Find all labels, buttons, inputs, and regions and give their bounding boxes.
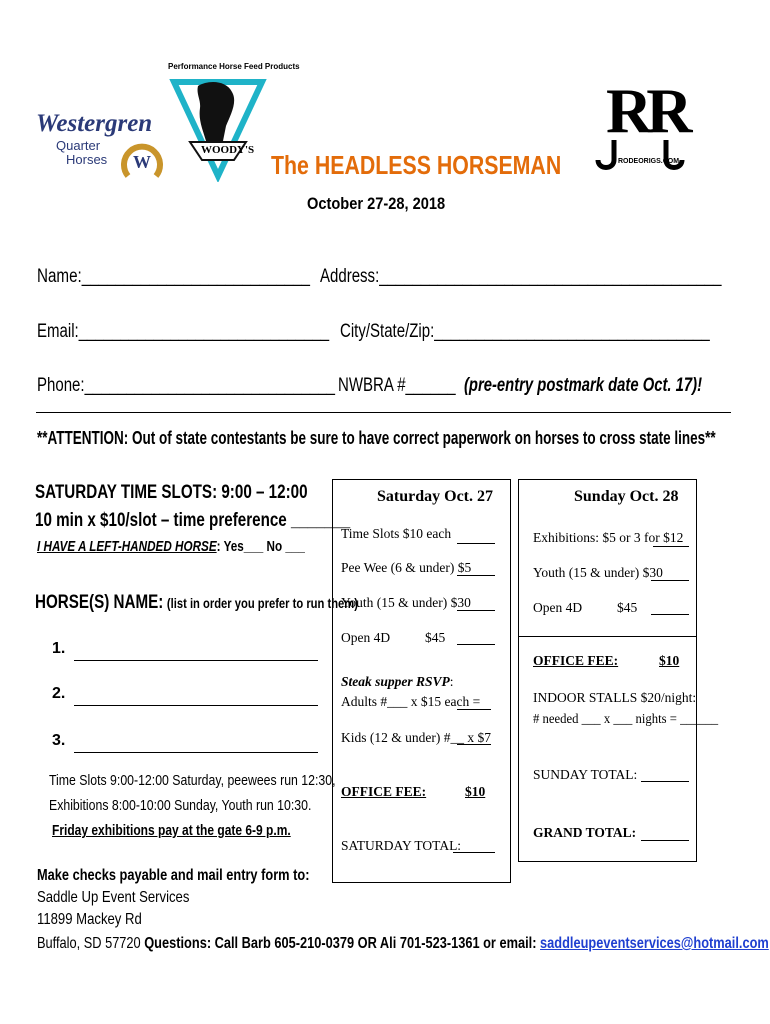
address-field[interactable]: Address:_________________________________________ (320, 266, 722, 287)
name-field[interactable]: Name:___________________________ (37, 266, 311, 287)
westergren-logo-quarter: Quarter (56, 138, 101, 153)
sponsor-tagline: Performance Horse Feed Products (168, 62, 300, 71)
saturday-office-fee-amount: $10 (465, 784, 486, 799)
peewee-blank[interactable] (457, 575, 495, 576)
saturday-open4d-blank[interactable] (457, 644, 495, 645)
svg-text:W: W (133, 152, 151, 172)
postmark-note: (pre-entry postmark date Oct. 17)! (464, 375, 703, 396)
sunday-total: SUNDAY TOTAL: (533, 767, 638, 782)
westergren-logo-horses: Horses (66, 152, 108, 167)
steak-supper-rsvp (341, 674, 454, 690)
woodys-logo-text: WOODY'S (201, 144, 255, 156)
sunday-office-fee-amount: $10 (659, 653, 680, 668)
horse-entry-number: 3. (52, 732, 66, 749)
sunday-open4d-blank[interactable] (651, 614, 689, 615)
time-slots-fee: Time Slots $10 each (341, 526, 452, 541)
sunday-office-fee: OFFICE FEE: (533, 653, 619, 668)
horse-entry-line (74, 752, 318, 753)
horse-names-label: HORSE(S) NAME: (35, 592, 164, 613)
sunday-open4d-fee: Open 4D (533, 600, 583, 615)
horse-names-heading (35, 592, 358, 614)
rodeorigs-logo (592, 75, 688, 178)
saturday-youth-fee: Youth (15 & under) $30 (341, 595, 471, 610)
left-handed-label: I HAVE A LEFT-HANDED HORSE (37, 538, 217, 555)
sunday-section-divider (519, 636, 696, 637)
sunday-open4d-price: $45 (617, 600, 638, 615)
mail-line-2: 11899 Mackey Rd (37, 911, 142, 928)
horse-entry-line (74, 660, 318, 661)
adults-supper: Adults #___ x $15 each = (341, 694, 481, 709)
time-preference-field[interactable]: 10 min x $10/slot – time preference _______ (35, 510, 351, 531)
horse-entry[interactable] (52, 732, 322, 756)
horse-entry-line (74, 705, 318, 706)
friday-exhibitions-note: Friday exhibitions pay at the gate 6-9 p.m. (52, 822, 291, 839)
section-divider (36, 412, 731, 413)
saturday-slots-heading: SATURDAY TIME SLOTS: 9:00 – 12:00 (35, 482, 308, 503)
steak-supper-colon: : (449, 674, 454, 689)
horse-head-triangle-icon (168, 72, 268, 182)
steak-supper-label: Steak supper RSVP (341, 674, 450, 689)
saturday-box-heading: Saturday Oct. 27 (377, 488, 493, 505)
page-title: The HEADLESS HORSEMAN (271, 150, 562, 180)
kids-supper: Kids (12 & under) #__ x $7 (341, 730, 491, 745)
indoor-stalls-fee: INDOOR STALLS $20/night: (533, 690, 697, 705)
kids-supper-blank[interactable] (457, 744, 491, 745)
mail-line-1: Saddle Up Event Services (37, 889, 190, 906)
saturday-total: SATURDAY TOTAL: (341, 838, 462, 853)
horse-entry[interactable] (52, 640, 322, 664)
indoor-stalls-count[interactable]: # needed ___ x ___ nights = ______ (533, 711, 719, 726)
left-handed-yes-no: : Yes___ No ___ (216, 538, 305, 555)
horse-entry-number: 1. (52, 640, 66, 657)
mail-city: Buffalo, SD 57720 (37, 935, 141, 952)
horse-names-note: (list in order you prefer to run them) (166, 595, 358, 611)
saturday-open4d-price: $45 (425, 630, 446, 645)
saturday-youth-blank[interactable] (457, 610, 495, 611)
schedule-note-1: Time Slots 9:00-12:00 Saturday, peewees run 12:30, (49, 772, 336, 789)
rr-logo-mark: RR (606, 75, 687, 146)
sunday-total-blank[interactable] (641, 781, 689, 782)
saturday-total-blank[interactable] (453, 852, 495, 853)
sunday-youth-blank[interactable] (651, 580, 689, 581)
schedule-note-2: Exhibitions 8:00-10:00 Sunday, Youth run 10:30. (49, 797, 312, 814)
attention-note: **ATTENTION: Out of state contestants be sure to have correct paperwork on horses to cross state lines** (37, 428, 716, 448)
email-link[interactable]: saddleupeventservices@hotmail.com (540, 935, 769, 952)
left-handed-horse-field[interactable] (37, 538, 305, 555)
peewee-fee: Pee Wee (6 & under) $5 (341, 560, 472, 575)
saturday-office-fee: OFFICE FEE: (341, 784, 427, 799)
city-state-zip-field[interactable]: City/State/Zip:_________________________________ (340, 321, 710, 342)
exhibitions-fee: Exhibitions: $5 or 3 for $12 (533, 530, 684, 545)
horse-entry[interactable] (52, 685, 322, 709)
event-date: October 27-28, 2018 (307, 194, 446, 213)
nwbra-field[interactable]: NWBRA #______ (338, 375, 456, 396)
sunday-box-heading: Sunday Oct. 28 (574, 488, 679, 505)
grand-total-blank[interactable] (641, 840, 689, 841)
mail-line-3 (37, 935, 769, 953)
westergren-logo (36, 108, 166, 180)
email-field[interactable]: Email:______________________________ (37, 321, 330, 342)
time-slots-blank[interactable] (457, 543, 495, 544)
sunday-fee-box (518, 479, 719, 862)
horseshoe-icon (118, 134, 166, 182)
phone-field[interactable]: Phone:______________________________ (37, 375, 336, 396)
rr-logo-site: RODEORIGS.COM (618, 158, 680, 165)
saturday-open4d-fee: Open 4D (341, 630, 391, 645)
exhibitions-blank[interactable] (653, 546, 689, 547)
westergren-logo-name: Westergren (36, 110, 153, 137)
questions-contact: Questions: Call Barb 605-210-0379 OR Ali 701-523-1361 or email: (144, 935, 537, 952)
woodys-logo (168, 72, 268, 182)
adults-supper-blank[interactable] (457, 709, 491, 710)
horse-entry-number: 2. (52, 685, 66, 702)
sunday-youth-fee: Youth (15 & under) $30 (533, 565, 663, 580)
mail-heading: Make checks payable and mail entry form to: (37, 867, 310, 884)
grand-total: GRAND TOTAL: (533, 825, 637, 840)
saturday-fee-box (332, 479, 511, 883)
